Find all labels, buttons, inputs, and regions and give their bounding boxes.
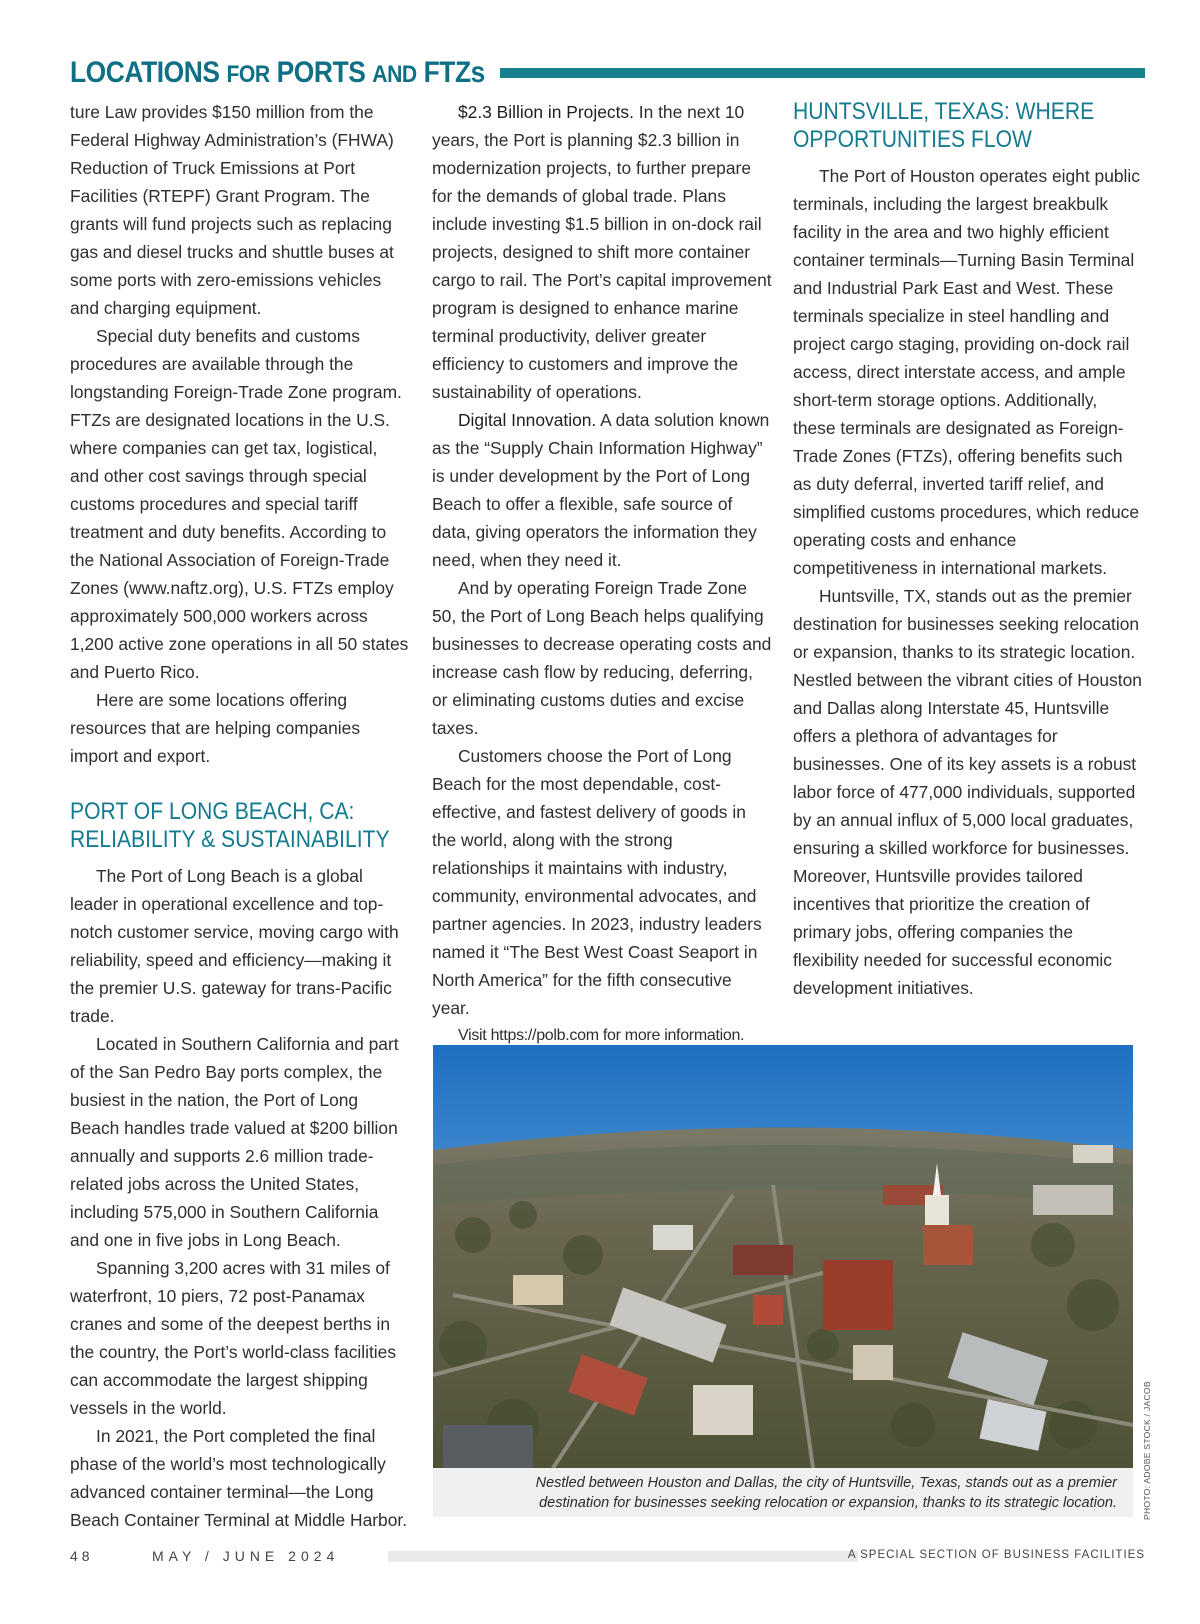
section-heading-line: RELIABILITY & SUSTAINABILITY bbox=[70, 826, 390, 853]
paragraph: Special duty benefits and customs procedures are available through the longstanding Foreign-Trade Zone program. FTZs are designated locations in the U.S. where companies can get tax, logistical, and other cost savings through special customs procedures and special tariff treatment and duty benefits. According to the National Association of Foreign-Trade Zones (www.naftz.org), U.S. FTZs employ approximately 500,000 workers across 1,200 active zone operations in all 50 states and Puerto Rico. bbox=[70, 326, 409, 682]
photo-caption bbox=[443, 1473, 1117, 1513]
header-rule bbox=[500, 68, 1145, 78]
caption-line: Nestled between Houston and Dallas, the city of Huntsville, Texas, stands out as a premier bbox=[535, 1475, 1117, 1491]
run-in-heading: Digital Innovation. bbox=[458, 410, 597, 430]
paragraph bbox=[432, 406, 772, 574]
title-part-locations: LOCATIONS bbox=[70, 56, 220, 89]
footer-bar bbox=[388, 1551, 858, 1562]
column-3 bbox=[793, 98, 1143, 1002]
page-title bbox=[70, 56, 485, 90]
column-2 bbox=[432, 98, 772, 1050]
issue-date: MAY / JUNE 2024 bbox=[152, 1548, 340, 1564]
paragraph: Customers choose the Port of Long Beach for the most dependable, cost-effective, and fastest delivery of goods in the world, along with the strong relationships it maintains with industry, community, environmental advocates, and partner agencies. In 2023, industry leaders named it “The Best West Coast Seaport in North America” for the fifth consecutive year. bbox=[432, 746, 762, 1018]
photo-credit: PHOTO: ADOBE STOCK / JACOB bbox=[1142, 1381, 1152, 1520]
paragraph: The Port of Long Beach is a global leader in operational excellence and top-notch customer service, moving cargo with reliability, speed and efficiency—making it the premier U.S. gateway for trans-Pacific trade. bbox=[70, 866, 399, 1026]
paragraph: The Port of Houston operates eight public terminals, including the largest breakbulk facility in the area and two highly efficient container terminals—Turning Basin Terminal and Industrial Park East and West. These terminals specialize in steel handling and project cargo staging, providing on-dock rail access, direct interstate access, and ample short-term storage options. Additionally, these terminals are designated as Foreign-Trade Zones (FTZs), offering benefits such as duty deferral, inverted tariff relief, and simplified customs procedures, which reduce operating costs and enhance competitiveness in international markets. bbox=[793, 166, 1140, 578]
visit-link-text: Visit https://polb.com for more information. bbox=[458, 1027, 745, 1044]
paragraph: Spanning 3,200 acres with 31 miles of waterfront, 10 piers, 72 post-Panamax cranes and some of the deepest berths in the country, the Port’s world-class facilities can accommodate the largest shipping vessels in the world. bbox=[70, 1258, 397, 1418]
paragraph bbox=[432, 98, 772, 406]
section-heading-line: PORT OF LONG BEACH, CA: bbox=[70, 798, 355, 825]
column-1 bbox=[70, 98, 410, 1534]
aerial-city-photo bbox=[433, 1045, 1133, 1468]
paragraph: In 2021, the Port completed the final phase of the world’s most technologically advanced container terminal—the Long Beach Container Terminal at Middle Harbor. bbox=[70, 1426, 408, 1530]
title-part-and: AND bbox=[372, 61, 417, 88]
run-in-heading: $2.3 Billion in Projects. bbox=[458, 102, 634, 122]
title-part-for: FOR bbox=[226, 61, 270, 88]
paragraph-text: A data solution known as the “Supply Chain Information Highway” is under development by the Port of Long Beach to offer a flexible, safe source of data, giving operators the information they need, when they need it. bbox=[432, 410, 770, 570]
paragraph: ture Law provides $150 million from the Federal Highway Administration’s (FHWA) Reduction of Truck Emissions at Port Facilities (RTEPF) Grant Program. The grants will fund projects such as replacing gas and diesel trucks and shuttle buses at some ports with zero-emissions vehicles and charging equipment. bbox=[70, 102, 394, 318]
paragraph: Here are some locations offering resources that are helping companies import and export. bbox=[70, 690, 361, 766]
section-label: A SPECIAL SECTION OF BUSINESS FACILITIES bbox=[847, 1549, 1145, 1561]
title-part-ftzs: FTZs bbox=[423, 56, 485, 89]
section-heading-line: OPPORTUNITIES FLOW bbox=[793, 126, 1033, 153]
paragraph: And by operating Foreign Trade Zone 50, the Port of Long Beach helps qualifying businesses to decrease operating costs and increase cash flow by reducing, deferring, or eliminating customs duties and excise taxes. bbox=[432, 578, 772, 738]
title-part-ports: PORTS bbox=[276, 56, 366, 89]
paragraph: Huntsville, TX, stands out as the premier destination for businesses seeking relocation or expansion, thanks to its strategic location. Nestled between the vibrant cities of Houston and Dallas along Interstate 45, Huntsville offers a plethora of advantages for businesses. One of its key assets is a robust labor force of 477,000 individuals, supported by an annual influx of 5,000 local graduates, ensuring a skilled workforce for businesses. Moreover, Huntsville provides tailored incentives that prioritize the creation of primary jobs, offering companies the flexibility needed for successful economic development initiatives. bbox=[793, 586, 1142, 998]
paragraph: Located in Southern California and part of the San Pedro Bay ports complex, the busiest in the nation, the Port of Long Beach handles trade valued at $200 billion annually and supports 2.6 million trade-related jobs across the United States, including 575,000 in Southern California and one in five jobs in Long Beach. bbox=[70, 1034, 399, 1250]
page-number: 48 bbox=[70, 1548, 94, 1564]
caption-line: destination for businesses seeking relocation or expansion, thanks to its strategic location. bbox=[539, 1495, 1117, 1511]
section-heading-huntsville bbox=[793, 98, 1101, 154]
section-heading-line: HUNTSVILLE, TEXAS: WHERE bbox=[793, 98, 1095, 125]
paragraph-text: In the next 10 years, the Port is planning $2.3 billion in modernization projects, to further prepare for the demands of global trade. Plans include investing $1.5 billion in on-dock rail projects, designed to shift more container cargo to rail. The Port’s capital improvement program is designed to enhance marine terminal productivity, deliver greater efficiency to customers and improve the sustainability of operations. bbox=[432, 102, 772, 402]
photo-figure bbox=[433, 1045, 1133, 1517]
section-heading-long-beach bbox=[70, 798, 390, 854]
